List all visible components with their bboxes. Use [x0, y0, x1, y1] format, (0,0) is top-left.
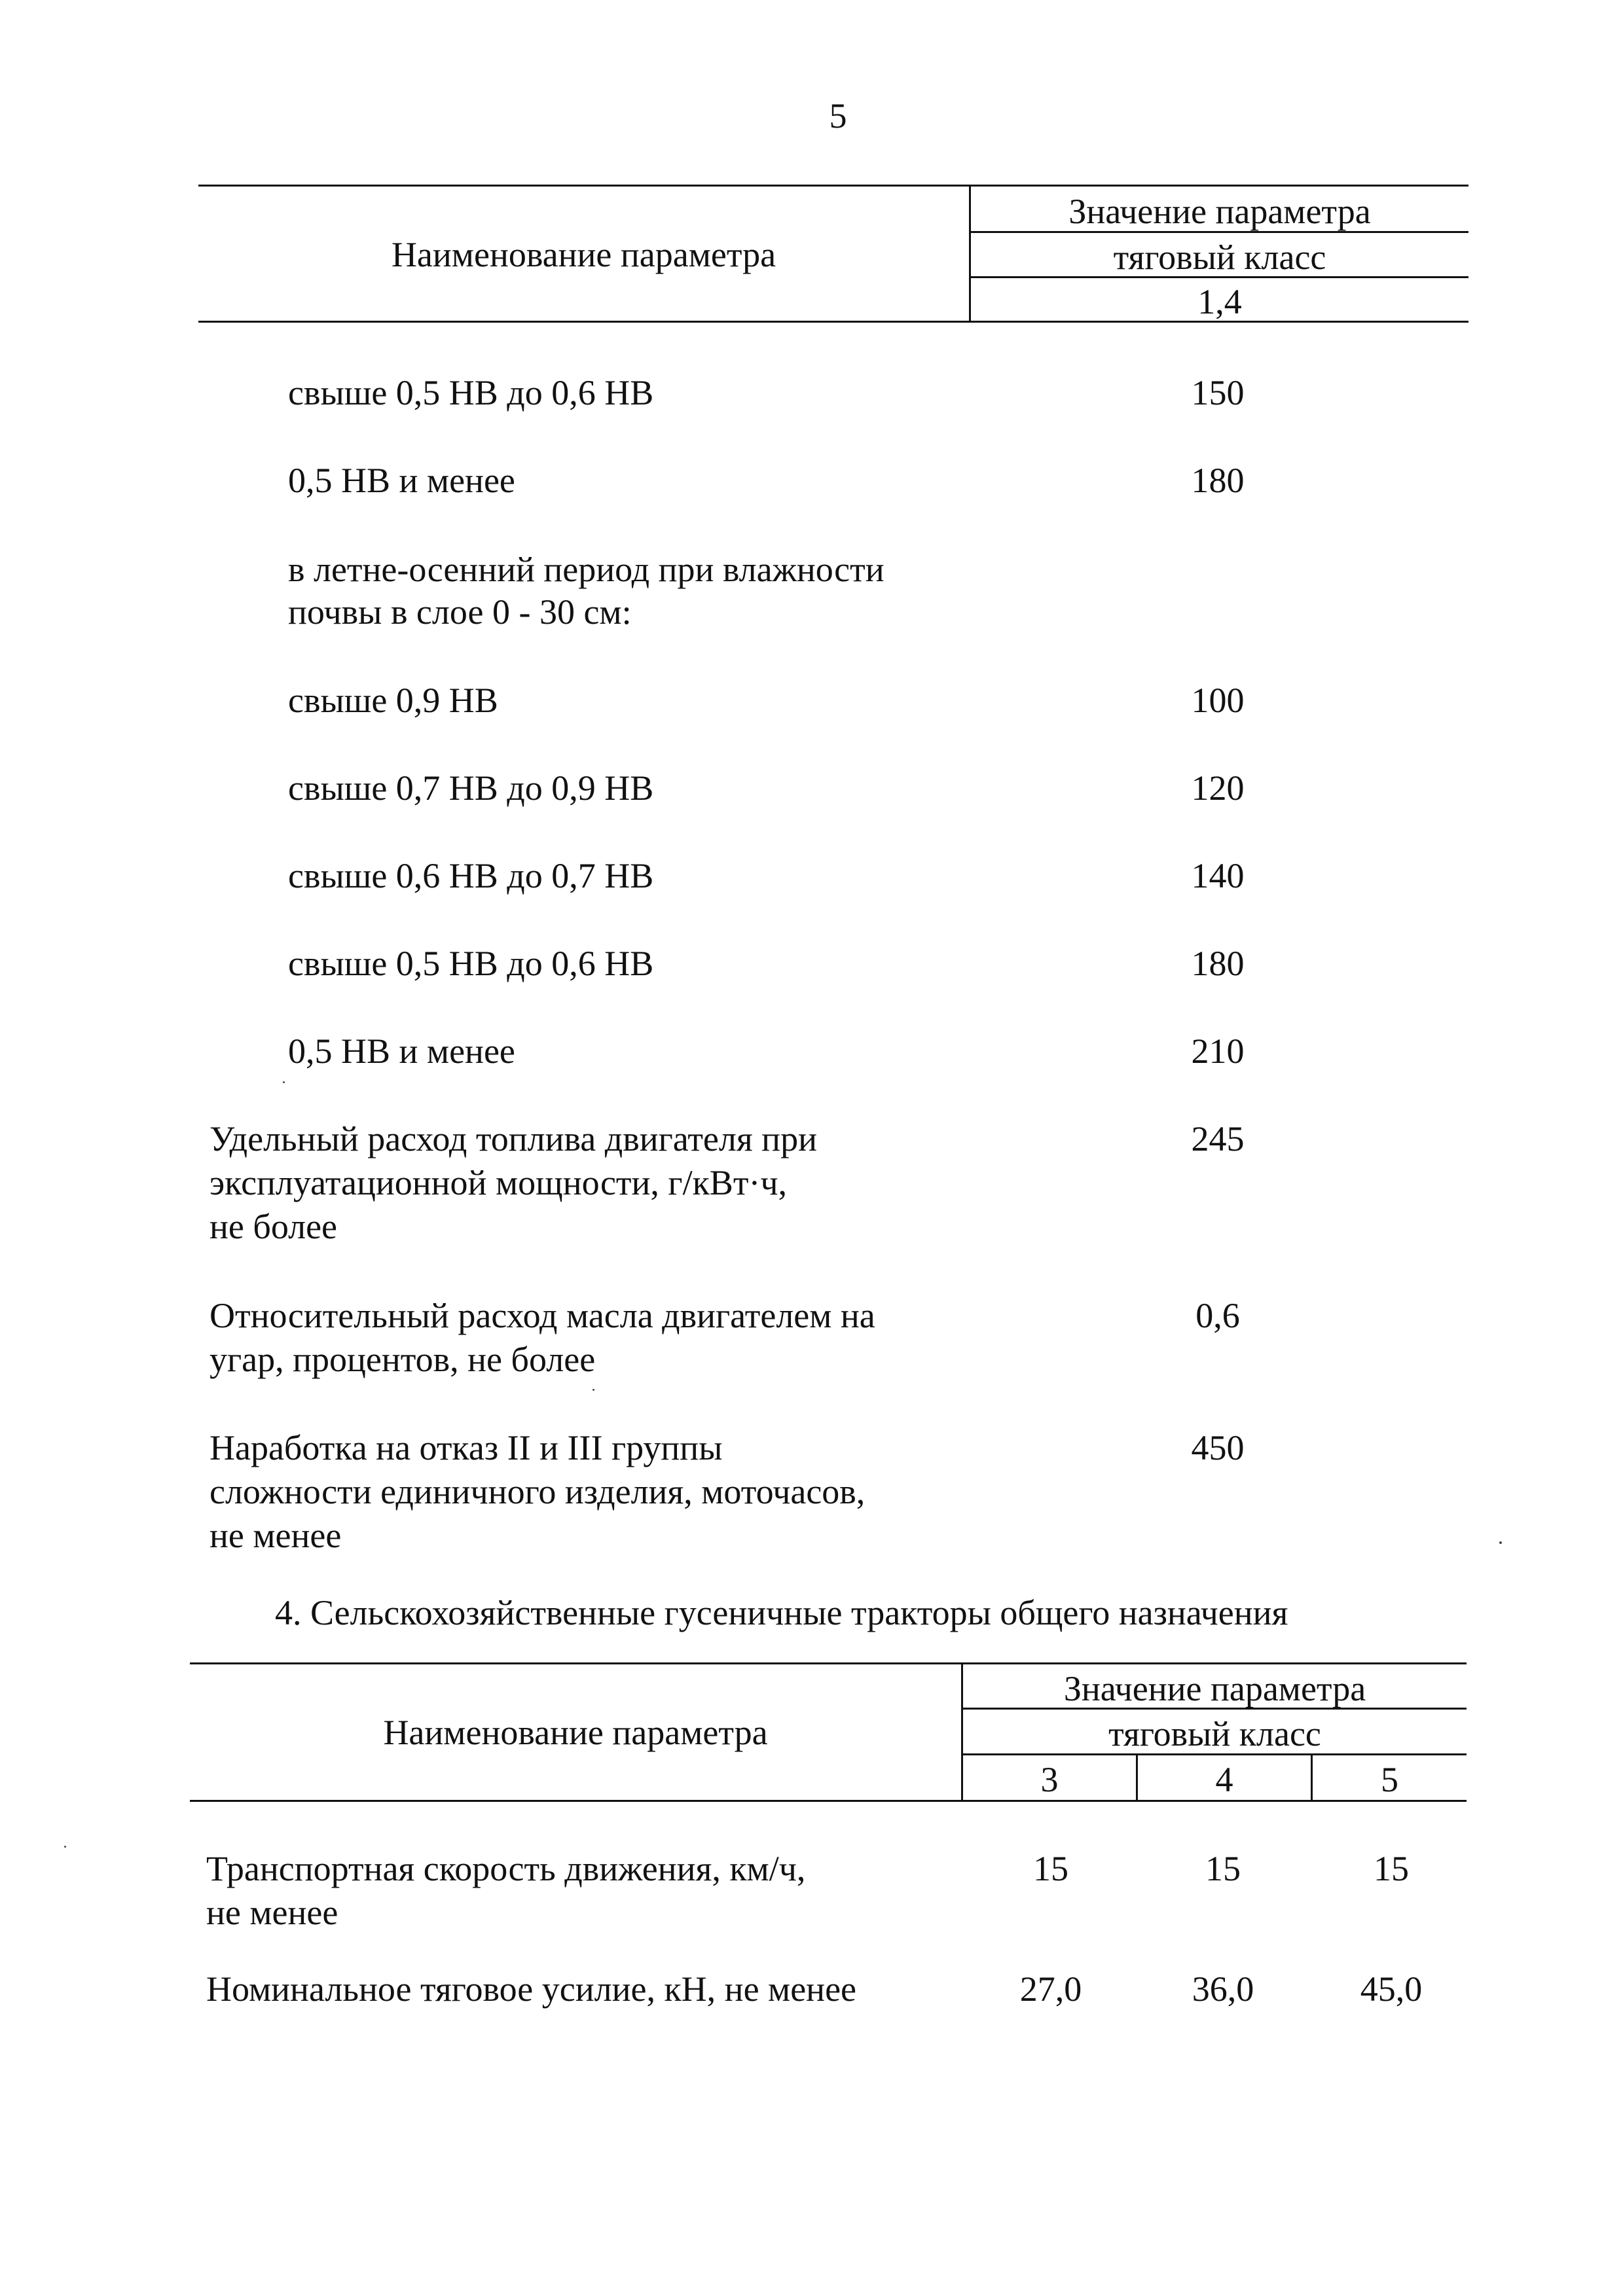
param-name: Номинальное тяговое усилие, кН, не менее: [206, 1969, 857, 2009]
param-name: в летне-осенний период при влажности: [288, 550, 884, 589]
table2-class-value: 5: [1381, 1760, 1398, 1799]
table1-traction-class-label: тяговый класс: [1113, 238, 1326, 277]
param-name: 0,5 НВ и менее: [288, 1031, 515, 1071]
table2-traction-class-label: тяговый класс: [1108, 1714, 1321, 1753]
param-value: 36,0: [1192, 1969, 1254, 2009]
param-value: 27,0: [1019, 1969, 1082, 2009]
param-name: свыше 0,9 НВ: [288, 681, 498, 720]
table2-header-rule: [961, 1753, 1467, 1755]
param-value: 15: [1033, 1849, 1068, 1888]
param-name: Наработка на отказ II и III группы: [210, 1428, 723, 1467]
param-name: Относительный расход масла двигателем на: [210, 1296, 875, 1335]
param-value: 450: [1191, 1428, 1245, 1467]
param-value: 180: [1191, 944, 1245, 983]
table1-top-rule: [198, 185, 1468, 187]
param-value: 0,6: [1195, 1296, 1240, 1335]
param-value: 245: [1191, 1119, 1245, 1158]
param-name: свыше 0,7 НВ до 0,9 НВ: [288, 768, 654, 808]
param-value: 15: [1374, 1849, 1409, 1888]
table2-value-title: Значение параметра: [1063, 1669, 1366, 1708]
param-name: Удельный расход топлива двигателя при: [210, 1119, 817, 1158]
param-value: 140: [1191, 856, 1245, 895]
param-name: эксплуатационной мощности, г/кВт·ч,: [210, 1163, 788, 1202]
table2-header-bottom-rule: [190, 1800, 1467, 1802]
param-name: не менее: [206, 1893, 338, 1932]
param-value: 210: [1191, 1031, 1245, 1071]
table1-value-title: Значение параметра: [1068, 192, 1371, 231]
scan-speck: [64, 1846, 66, 1848]
table2-class-value: 3: [1040, 1760, 1059, 1799]
param-value: 45,0: [1360, 1969, 1423, 2009]
table1-class-value: 1,4: [1197, 282, 1242, 321]
scan-speck: [283, 1081, 285, 1083]
param-name: свыше 0,5 НВ до 0,6 НВ: [288, 944, 654, 983]
param-name: свыше 0,5 НВ до 0,6 НВ: [288, 373, 654, 412]
table2-top-rule: [190, 1662, 1467, 1664]
param-value: 150: [1191, 373, 1245, 412]
param-name: свыше 0,6 НВ до 0,7 НВ: [288, 856, 654, 895]
param-value: 15: [1205, 1849, 1241, 1888]
page-number: 5: [829, 96, 847, 135]
param-name: почвы в слое 0 - 30 см:: [288, 592, 632, 632]
param-name: угар, процентов, не более: [210, 1340, 596, 1379]
param-name: не более: [210, 1207, 338, 1246]
param-name: 0,5 НВ и менее: [288, 461, 515, 500]
param-value: 180: [1191, 461, 1245, 500]
param-name: Транспортная скорость движения, км/ч,: [206, 1849, 806, 1888]
param-name: не менее: [210, 1516, 342, 1555]
table1-header-bottom-rule: [198, 321, 1468, 323]
scan-speck: [593, 1389, 594, 1391]
param-value: 100: [1191, 681, 1245, 720]
table1-name-col-header: Наименование параметра: [391, 235, 776, 274]
param-value: 120: [1191, 768, 1245, 808]
table2-class-value: 4: [1215, 1760, 1233, 1799]
section-heading: 4. Сельскохозяйственные гусеничные тракторы общего назначения: [275, 1593, 1288, 1632]
table1-header-rule: [969, 231, 1468, 233]
table2-name-col-header: Наименование параметра: [383, 1713, 768, 1752]
param-name: сложности единичного изделия, моточасов,: [210, 1472, 866, 1511]
scan-speck: [1499, 1541, 1502, 1544]
